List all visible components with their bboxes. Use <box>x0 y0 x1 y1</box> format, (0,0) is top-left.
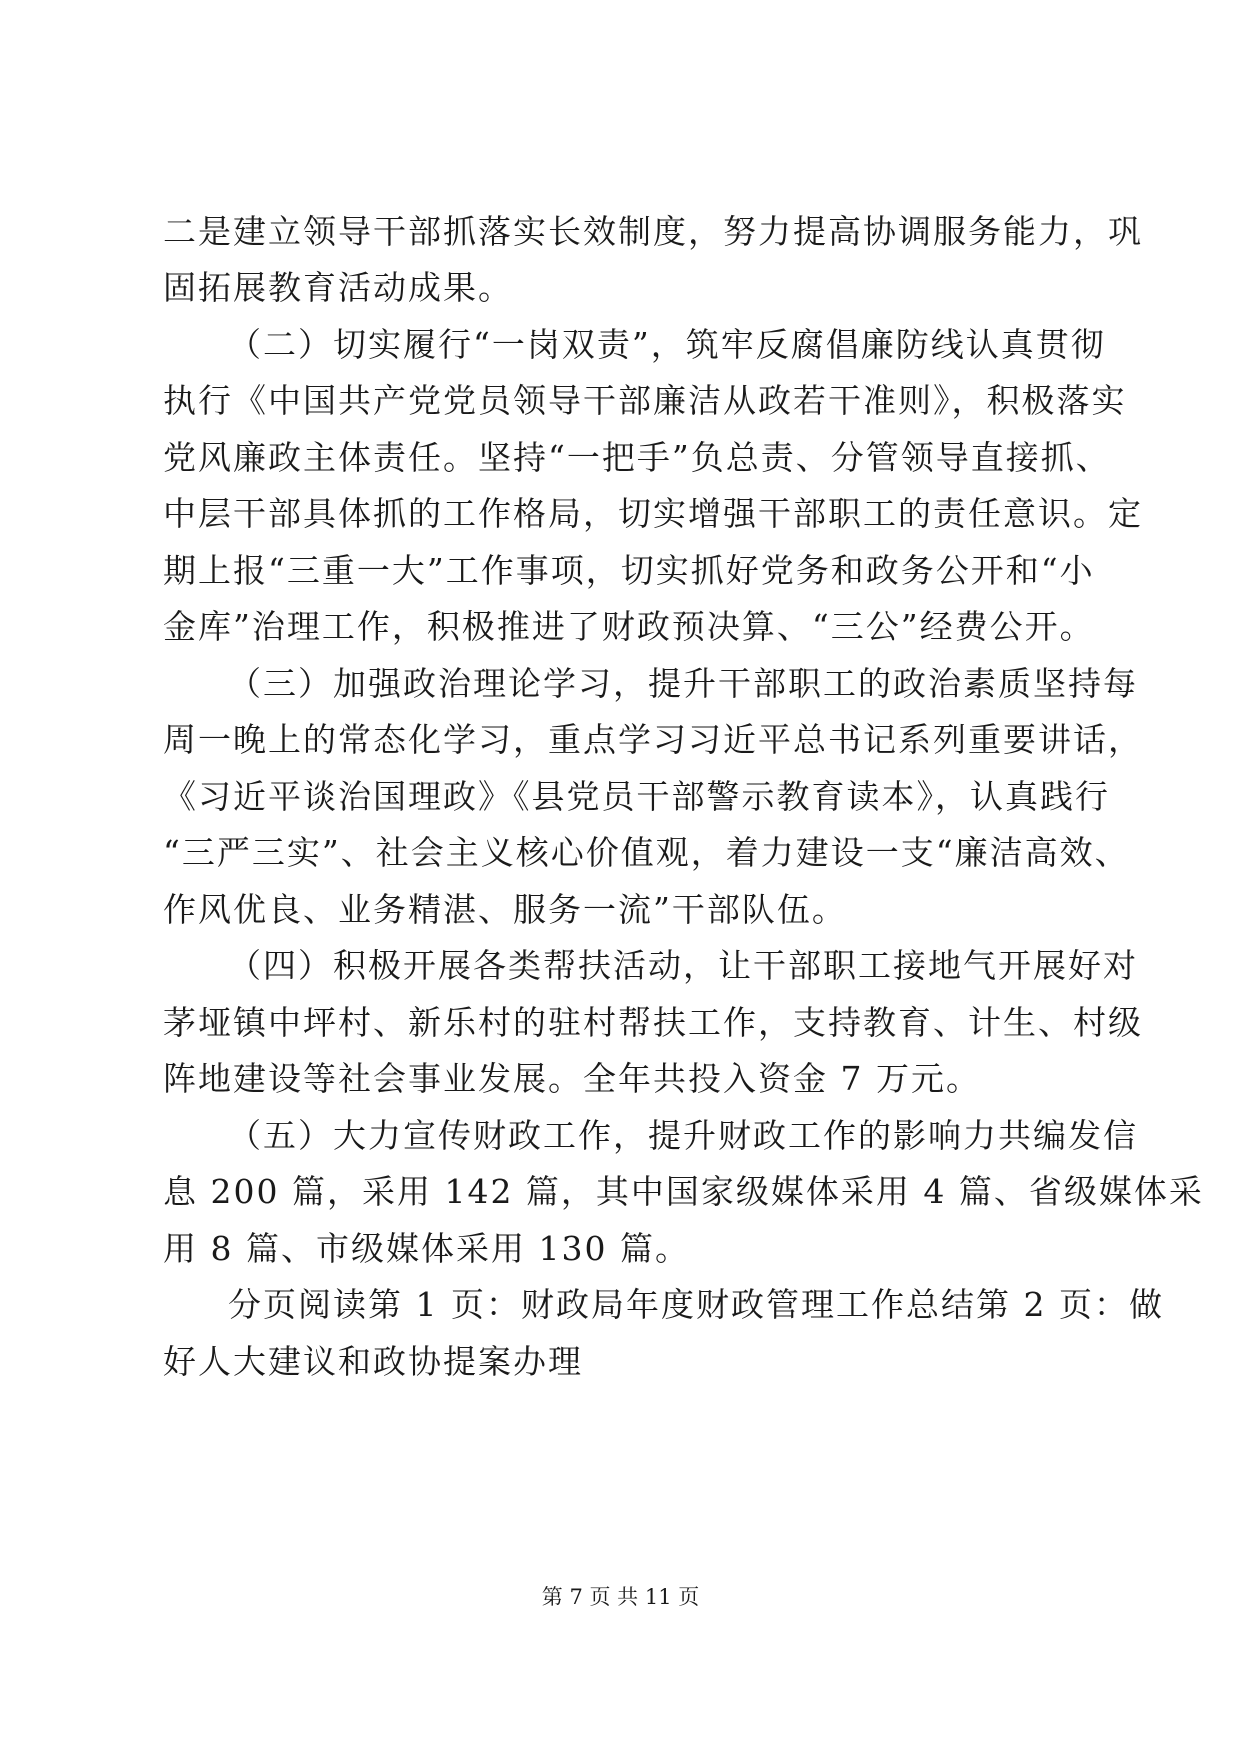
text-line: “三严三实”、社会主义核心价值观，着力建设一支“廉洁高效、 <box>163 833 1130 872</box>
text-line: 阵地建设等社会事业发展。全年共投入资金 7 万元。 <box>163 1059 981 1098</box>
text-line: 金库”治理工作，积极推进了财政预决算、“三公”经费公开。 <box>163 607 1095 646</box>
page-number-footer: 第 7 页 共 11 页 <box>541 1585 700 1609</box>
text-line: 茅垭镇中坪村、新乐村的驻村帮扶工作，支持教育、计生、村级 <box>163 1003 1143 1042</box>
text-line: 《习近平谈治国理政》《县党员干部警示教育读本》，认真践行 <box>163 777 1110 816</box>
text-line: 周一晚上的常态化学习，重点学习习近平总书记系列重要讲话， <box>163 720 1143 759</box>
text-line: 好人大建议和政协提案办理 <box>163 1342 583 1381</box>
text-line: 中层干部具体抓的工作格局，切实增强干部职工的责任意识。定 <box>163 494 1143 533</box>
text-line: 执行《中国共产党党员领导干部廉洁从政若干准则》，积极落实 <box>163 381 1127 420</box>
text-line: 固拓展教育活动成果。 <box>163 268 513 307</box>
paragraph-5-start: （五）大力宣传财政工作，提升财政工作的影响力共编发信 <box>228 1116 1138 1155</box>
text-line: 息 200 篇，采用 142 篇，其中国家级媒体采用 4 篇、省级媒体采 <box>163 1172 1204 1211</box>
pagination-note: 分页阅读第 1 页：财政局年度财政管理工作总结第 2 页：做 <box>228 1285 1164 1324</box>
text-line: 党风廉政主体责任。坚持“一把手”负总责、分管领导直接抓、 <box>163 438 1111 477</box>
text-line: 作风优良、业务精湛、服务一流”干部队伍。 <box>163 890 847 929</box>
text-line: 期上报“三重一大”工作事项，切实抓好党务和政务公开和“小 <box>163 551 1095 590</box>
paragraph-4-start: （四）积极开展各类帮扶活动，让干部职工接地气开展好对 <box>228 946 1138 985</box>
paragraph-2-start: （二）切实履行“一岗双责”，筑牢反腐倡廉防线认真贯彻 <box>228 325 1106 364</box>
paragraph-3-start: （三）加强政治理论学习，提升干部职工的政治素质坚持每 <box>228 664 1138 703</box>
text-line: 二是建立领导干部抓落实长效制度，努力提高协调服务能力，巩 <box>163 212 1143 251</box>
text-line: 用 8 篇、市级媒体采用 130 篇。 <box>163 1229 690 1268</box>
